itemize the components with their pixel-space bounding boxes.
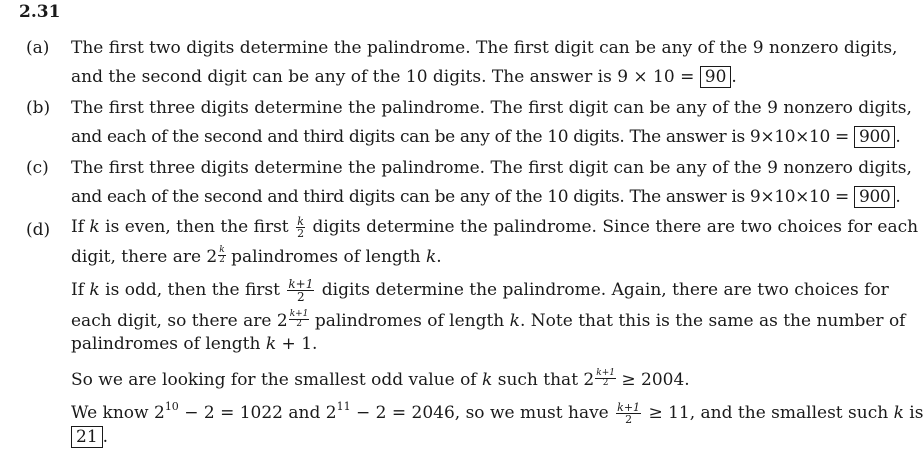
part-b-line2-text: and each of the second and third digits can be any of the 10 digits. The answer is 9×10×10 = [71, 127, 854, 147]
part-d-line7 [71, 400, 923, 425]
text-fragment: − 2 = 1022 and 2 [178, 403, 337, 423]
var-k: k [509, 311, 520, 331]
part-a-line1: The first two digits determine the palindrome. The first digit can be any of the 9 nonzero digits, [71, 38, 898, 58]
part-d-label: (d) [26, 220, 51, 240]
part-d-end: . [102, 427, 109, 447]
exponent-k-plus-1-over-2 [289, 310, 310, 329]
part-c-line2-text: and each of the second and third digits can be any of the 10 digits. The answer is 9×10×10 = [71, 187, 854, 207]
frac-den: 2 [297, 290, 305, 304]
text-fragment: digits determine the palindrome. Since there are two choices for each [307, 217, 919, 237]
var-k: k [89, 217, 100, 237]
text-fragment: palindromes of length [71, 334, 266, 354]
fraction-k-plus-1-over-2 [616, 402, 641, 425]
part-c-line1: The first three digits determine the palindrome. The first digit can be any of the 9 nonzero digits, [71, 158, 912, 178]
fraction-k-plus-1-over-2 [287, 278, 314, 303]
frac-num: k [219, 245, 225, 255]
text-fragment: is [903, 403, 923, 423]
part-c-label: (c) [26, 158, 49, 178]
text-fragment: is odd, then the first [99, 280, 286, 300]
text-fragment: is even, then the first [99, 217, 295, 237]
exponent-11: 11 [336, 400, 351, 413]
text-fragment: digits determine the palindrome. Again, there are two choices for [316, 280, 889, 300]
frac-num: k+1 [617, 401, 641, 414]
part-a-end: . [731, 67, 737, 87]
text-fragment: If [71, 217, 90, 237]
part-d-answer-box: 21 [71, 426, 103, 448]
frac-den: 2 [602, 378, 609, 388]
text-fragment: each digit, so there are 2 [71, 311, 288, 331]
part-a-label: (a) [26, 38, 50, 58]
text-fragment: palindromes of length [225, 247, 426, 267]
part-a-answer-box: 90 [700, 66, 732, 88]
text-fragment: + 1. [276, 334, 318, 354]
exponent-10: 10 [164, 400, 179, 413]
frac-den: 2 [219, 255, 225, 265]
text-fragment: . Note that this is the same as the number of [519, 311, 906, 331]
part-b-end: . [895, 127, 901, 147]
var-k: k [425, 247, 437, 267]
part-d-line1 [71, 216, 918, 239]
frac-num: k+1 [288, 277, 314, 291]
part-c-answer-box: 900 [854, 186, 895, 208]
problem-number: 2.31 [19, 2, 61, 22]
var-k: k [265, 334, 277, 354]
part-b-label: (b) [26, 98, 51, 118]
frac-den: 2 [297, 227, 305, 240]
part-d-line5 [71, 334, 317, 354]
part-b-answer-box: 900 [854, 126, 895, 148]
exponent-k-over-2 [218, 246, 225, 265]
var-k: k [482, 370, 493, 390]
frac-den: 2 [296, 319, 302, 329]
text-fragment: digit, there are 2 [71, 247, 218, 267]
part-d-line8 [71, 426, 108, 448]
text-fragment: ≥ 11, and the smallest such [643, 403, 894, 423]
part-d-line2 [71, 246, 442, 267]
text-fragment: . [436, 247, 442, 267]
var-k: k [89, 280, 100, 300]
part-d-line6 [71, 369, 690, 390]
part-d-line3: If k is odd, then the first $\frac{k+1}{2}$ digits determine the palindrome. Again, there are two choices for [71, 277, 889, 304]
text-fragment: We know 2 [71, 403, 165, 423]
var-k: k [893, 403, 904, 423]
part-d-line4 [71, 310, 905, 331]
text-fragment: − 2 = 2046, so we must have [350, 403, 615, 423]
part-c-end: . [895, 187, 901, 207]
text-fragment: such that 2 [492, 370, 595, 390]
frac-num: k+1 [289, 309, 309, 319]
text-fragment: ≥ 2004. [615, 370, 690, 390]
part-b-line2 [71, 126, 900, 148]
text-fragment: So we are looking for the smallest odd value of [71, 370, 483, 390]
part-c-line2 [71, 186, 900, 208]
frac-den: 2 [625, 413, 633, 426]
text-fragment: palindromes of length [309, 311, 510, 331]
part-a-line2-text: and the second digit can be any of the 10 digits. The answer is 9 × 10 = [71, 67, 700, 87]
frac-num: k [297, 215, 304, 228]
frac-num: k+1 [596, 368, 615, 378]
fraction-k-over-2 [296, 216, 305, 239]
part-a-line2 [71, 66, 737, 88]
part-b-line1: The first three digits determine the palindrome. The first digit can be any of the 9 nonzero digits, [71, 98, 912, 118]
exponent-k-plus-1-over-2 [595, 369, 616, 388]
